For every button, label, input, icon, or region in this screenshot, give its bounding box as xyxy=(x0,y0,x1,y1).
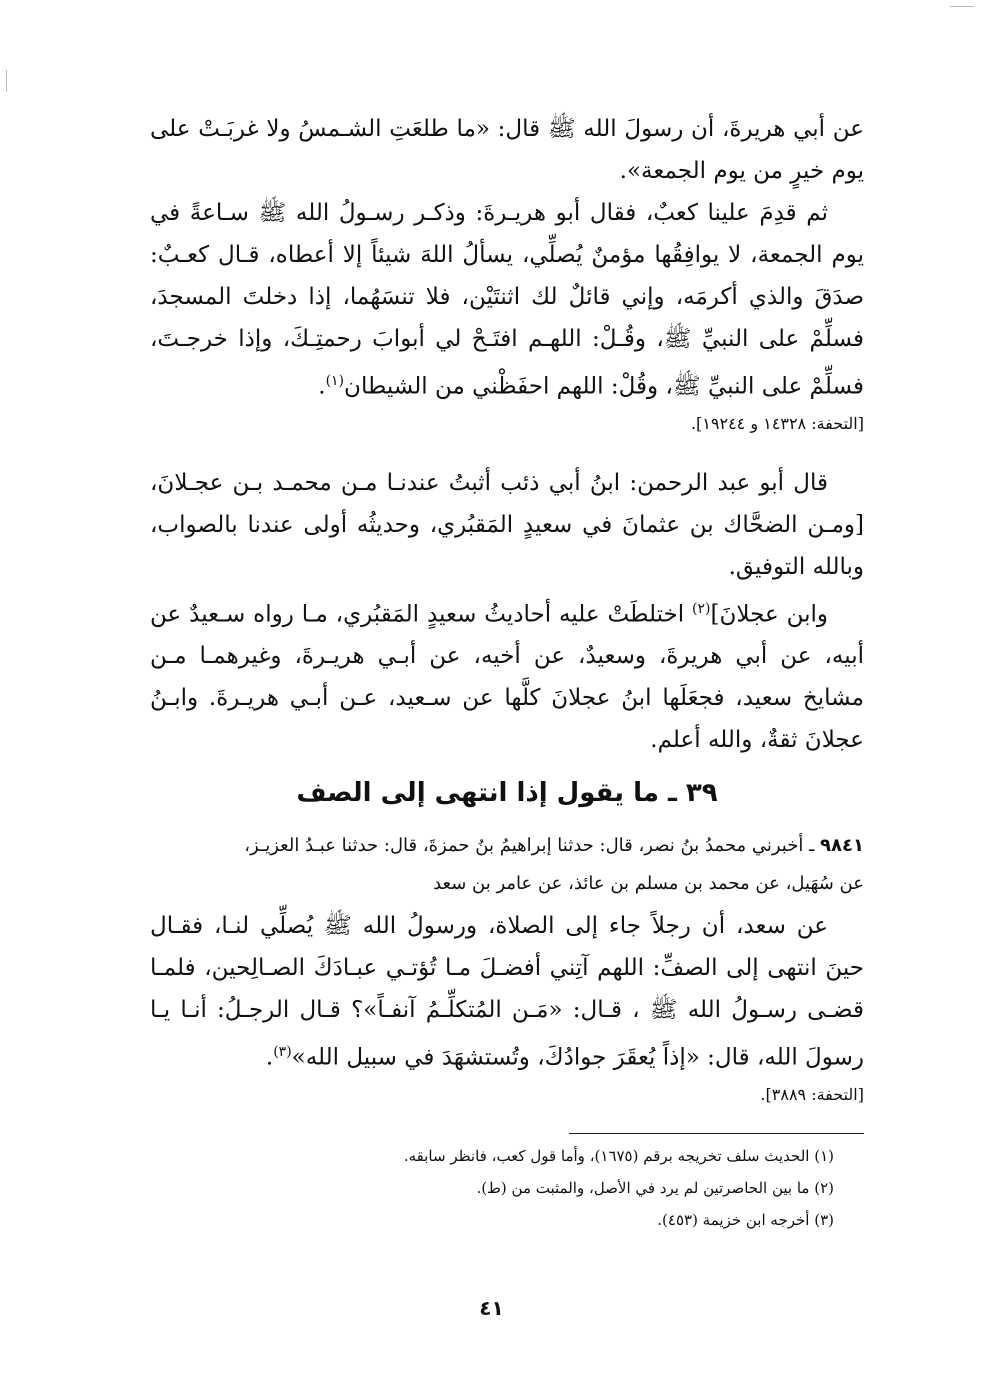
paragraph-text: ثم قدِمَ علينا كعبٌ، فقال أبو هريـرةَ: وذكـر رسـولُ الله ﷺ سـاعةً في يوم الجمعة، لا يوافِقُها مؤمنٌ يُصلِّي، يسألُ اللهَ شيئاً إلا أعطاه، قـال كعـبٌ: صدَقَ والذي أكرمَه، وإني قائلٌ لك اثنتَيْن، فلا تنسَهُما، إذا دخلتَ المسجدَ، فسلِّمْ على النبيِّ ﷺ، وقُـلْ: اللهـم افتَـحْ لي أبوابَ رحمتِـكَ، وإذا خرجـتَ، فسلِّمْ على النبيِّ ﷺ، وقُلْ: اللهم احفَظْني من الشيطان xyxy=(150,200,864,400)
footnote-divider xyxy=(569,1133,864,1134)
footnote-1: (١) الحديث سلف تخريجه برقم (١٦٧٥)، وأما قول كعب، فانظر سابقه. xyxy=(403,1146,834,1165)
scan-edge-mark-top-right xyxy=(950,6,974,7)
footnote-marker-3[interactable]: (٣) xyxy=(273,1044,292,1061)
footnote-marker-2[interactable]: (٢) xyxy=(692,600,711,617)
footnote-marker-1[interactable]: (١) xyxy=(325,373,345,389)
hadith-isnad-line-1 xyxy=(150,829,864,863)
paragraph-end: . xyxy=(318,373,326,400)
isnad-text: ـ أخبرني محمدُ بنُ نصر، قال: حدثنا إبراهيمُ بنُ حمزةَ، قال: حدثنا عبـدُ العزيـز، xyxy=(244,835,821,857)
paragraph-text: قال أبو عبد الرحمن: ابنُ أبي ذئب أثبتُ عندنـا مـن محمـد بـن عجـلانَ، [ومـن الضحَّاك بن عثمانَ في سعيدٍ المَقبُري، وحديثُه أولى عندنا بالصواب، وبالله التوفيق. xyxy=(150,469,864,580)
section-heading: ٣٩ ـ ما يقول إذا انتهى إلى الصف xyxy=(296,778,718,809)
paragraph-text: وابن عجلانَ] xyxy=(710,601,828,628)
paragraph-text: عن أبي هريرةَ، أن رسولَ الله ﷺ قال: «ما طلعَتِ الشـمسُ ولا غربَـتْ على يوم خيرٍ من يوم الجمعة». xyxy=(150,116,864,184)
footnote-3: (٣) أخرجه ابن خزيمة (٤٥٣). xyxy=(657,1210,834,1229)
tuhfa-reference-1: [التحفة: ١٤٣٢٨ و ١٩٢٤٤]. xyxy=(690,413,864,433)
hadith-isnad-line-2: عن سُهَيل، عن محمد بن مسلم بن عائذ، عن عامر بن سعد xyxy=(433,873,864,895)
page-number: ٤١ xyxy=(479,1296,504,1320)
matn-end: . xyxy=(265,1044,274,1071)
footnote-2: (٢) ما بين الحاصرتين لم يرد في الأصل، والمثبت من (ط). xyxy=(476,1178,834,1197)
page-content xyxy=(150,108,864,1236)
hadith-matn xyxy=(150,905,864,1079)
matn-text: عن سعد، أن رجلاً جاء إلى الصلاة، ورسولُ الله ﷺ يُصلِّي لنـا، فقـال حينَ انتهى إلى الصفِّ: اللهم آتِني أفضـلَ مـا تُؤتـي عبـادَكَ الصـالِحين، فلمـا قضـى رسـولُ الله ﷺ ، قـال: «مَـن المُتكلِّـمُ آنفـاً»؟ قـال الرجـلُ: أنـا يـا رسولَ الله، قال: «إذاً يُعقَرَ جوادُكَ، وتُستشهَدَ في سبيل الله» xyxy=(150,913,864,1071)
body-paragraph-2 xyxy=(150,192,864,408)
tuhfa-reference-2: [التحفة: ٣٨٨٩]. xyxy=(760,1084,864,1104)
body-paragraph-1 xyxy=(150,108,864,192)
scan-edge-mark-left xyxy=(6,70,7,92)
paragraph-text: اختلطَتْ عليه أحاديثُ سعيدٍ المَقبُري، مـا رواه سـعيدٌ عن أبيه، عن أبي هريرةَ، وسعيدٌ، عن أخيه، عن أبـي هريـرةَ، وغيرهمـا مـن مشايخ سعيد، فجعَلَها ابنُ عجلانَ كلَّها عن سـعيد، عـن أبـي هريـرةَ. وابـنُ عجلانَ ثقةٌ، والله أعلم. xyxy=(150,601,864,754)
hadith-number: ٩٨٤١ xyxy=(820,835,864,857)
body-paragraph-3 xyxy=(150,462,864,588)
body-paragraph-4 xyxy=(150,588,864,762)
